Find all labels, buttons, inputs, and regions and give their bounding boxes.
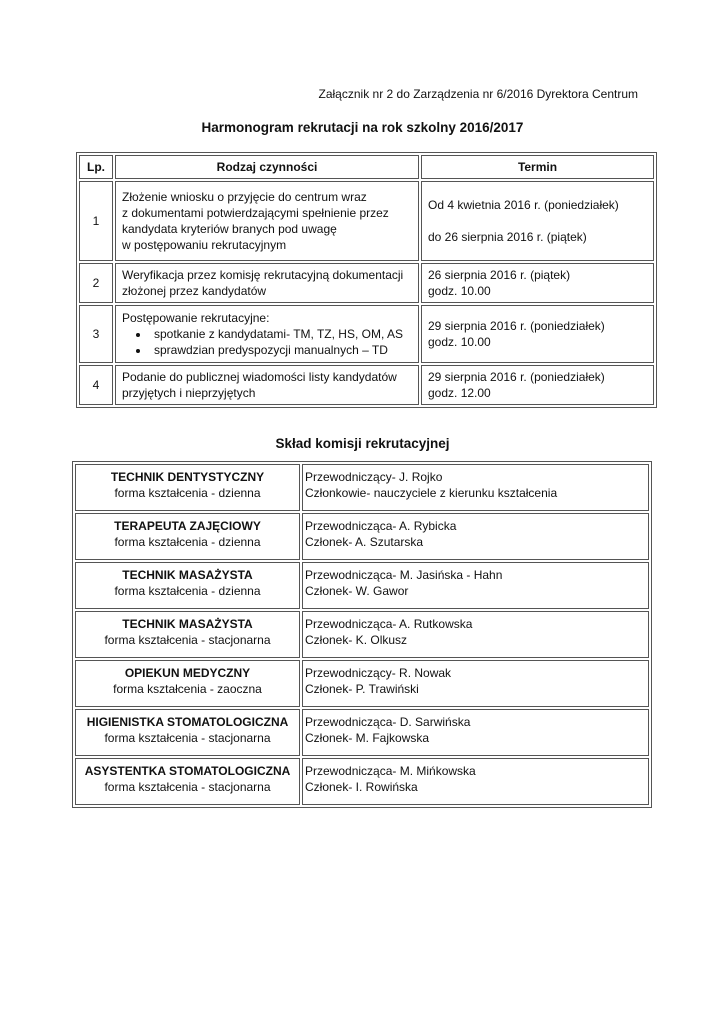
term-time: godz. 10.00 bbox=[428, 335, 491, 349]
row-number: 3 bbox=[79, 305, 113, 363]
activity-bullets bbox=[122, 326, 412, 358]
education-form: forma kształcenia - dzienna bbox=[114, 486, 261, 500]
term-time: godz. 12.00 bbox=[428, 386, 491, 400]
row-activity bbox=[115, 181, 419, 261]
annex-reference: Załącznik nr 2 do Zarządzenia nr 6/2016 Dyrektora Centrum bbox=[318, 87, 638, 101]
committee-row bbox=[75, 709, 649, 756]
members-cell bbox=[302, 758, 649, 805]
chairperson: Przewodniczący- R. Nowak bbox=[305, 666, 452, 680]
row-number: 4 bbox=[79, 365, 113, 405]
education-form: forma kształcenia - zaoczna bbox=[113, 682, 262, 696]
chairperson: Przewodniczący- J. Rojko bbox=[305, 470, 443, 484]
specialty-name: HIGIENISTKA STOMATOLOGICZNA bbox=[86, 715, 289, 729]
education-form: forma kształcenia - dzienna bbox=[114, 535, 261, 549]
members: Członkowie- nauczyciele z kierunku kształcenia bbox=[305, 486, 558, 500]
header-term: Termin bbox=[421, 155, 654, 179]
specialty-cell bbox=[75, 758, 300, 805]
committee-row bbox=[75, 513, 649, 560]
row-number: 2 bbox=[79, 263, 113, 303]
term-date: 29 sierpnia 2016 r. (poniedziałek) bbox=[428, 370, 605, 384]
schedule-row bbox=[79, 263, 654, 303]
schedule-title: Harmonogram rekrutacji na rok szkolny 2016/2017 bbox=[201, 120, 524, 135]
chairperson: Przewodnicząca- A. Rutkowska bbox=[305, 617, 473, 631]
row-term bbox=[421, 365, 654, 405]
header-activity: Rodzaj czynności bbox=[115, 155, 419, 179]
specialty-cell bbox=[75, 660, 300, 707]
activity-intro: Postępowanie rekrutacyjne: bbox=[122, 311, 270, 325]
activity-line: kandydata kryteriów branych pod uwagę bbox=[122, 222, 337, 236]
specialty-cell bbox=[75, 513, 300, 560]
committee-row bbox=[75, 464, 649, 511]
specialty-name: TECHNIK MASAŻYSTA bbox=[122, 617, 253, 631]
term-date: 26 sierpnia 2016 r. (piątek) bbox=[428, 268, 571, 282]
activity-line: z dokumentami potwierdzającymi spełnienie przez bbox=[122, 206, 389, 220]
committee-row bbox=[75, 758, 649, 805]
specialty-name: TECHNIK DENTYSTYCZNY bbox=[110, 470, 265, 484]
education-form: forma kształcenia - stacjonarna bbox=[104, 633, 271, 647]
activity-line: Złożenie wniosku o przyjęcie do centrum wraz bbox=[122, 190, 367, 204]
chairperson: Przewodnicząca- D. Sarwińska bbox=[305, 715, 471, 729]
education-form: forma kształcenia - stacjonarna bbox=[104, 780, 271, 794]
schedule-row bbox=[79, 181, 654, 261]
term-date: 29 sierpnia 2016 r. (poniedziałek) bbox=[428, 319, 605, 333]
row-term bbox=[421, 305, 654, 363]
term-time: godz. 10.00 bbox=[428, 284, 491, 298]
schedule-row bbox=[79, 365, 654, 405]
members-cell bbox=[302, 464, 649, 511]
term-end: do 26 sierpnia 2016 r. (piątek) bbox=[428, 230, 587, 244]
row-number: 1 bbox=[79, 181, 113, 261]
row-activity bbox=[115, 365, 419, 405]
specialty-name: TERAPEUTA ZAJĘCIOWY bbox=[114, 519, 261, 533]
activity-line: złożonej przez kandydatów bbox=[122, 284, 267, 298]
specialty-name: ASYSTENTKA STOMATOLOGICZNA bbox=[84, 764, 291, 778]
row-term bbox=[421, 181, 654, 261]
activity-line: w postępowaniu rekrutacyjnym bbox=[122, 238, 287, 252]
members-cell bbox=[302, 513, 649, 560]
specialty-name: OPIEKUN MEDYCZNY bbox=[124, 666, 251, 680]
committee-row bbox=[75, 660, 649, 707]
activity-line: przyjętych i nieprzyjętych bbox=[122, 386, 256, 400]
activity-line: Weryfikacja przez komisję rekrutacyjną dokumentacji bbox=[122, 268, 404, 282]
members: Członek- M. Fajkowska bbox=[305, 731, 430, 745]
bullet-item: • spotkanie z kandydatami- TM, TZ, HS, OM, AS bbox=[150, 326, 412, 342]
members: Członek- K. Olkusz bbox=[305, 633, 408, 647]
specialty-name: TECHNIK MASAŻYSTA bbox=[122, 568, 253, 582]
members: Członek- A. Szutarska bbox=[305, 535, 424, 549]
education-form: forma kształcenia - stacjonarna bbox=[104, 731, 271, 745]
members-cell bbox=[302, 709, 649, 756]
schedule-table bbox=[76, 152, 657, 408]
members-cell bbox=[302, 660, 649, 707]
activity-line: Podanie do publicznej wiadomości listy kandydatów bbox=[122, 370, 397, 384]
specialty-cell bbox=[75, 709, 300, 756]
schedule-header-row bbox=[79, 155, 654, 179]
bullet-item: • sprawdzian predyspozycji manualnych – TD bbox=[150, 342, 412, 358]
row-activity bbox=[115, 263, 419, 303]
specialty-cell bbox=[75, 464, 300, 511]
header-lp: Lp. bbox=[79, 155, 113, 179]
specialty-cell bbox=[75, 562, 300, 609]
row-activity bbox=[115, 305, 419, 363]
specialty-cell bbox=[75, 611, 300, 658]
committee-row bbox=[75, 562, 649, 609]
members-cell bbox=[302, 611, 649, 658]
members: Członek- I. Rowińska bbox=[305, 780, 418, 794]
committee-title: Skład komisji rekrutacyjnej bbox=[275, 436, 450, 451]
committee-table bbox=[72, 461, 652, 808]
members: Członek- W. Gawor bbox=[305, 584, 409, 598]
committee-row bbox=[75, 611, 649, 658]
row-term bbox=[421, 263, 654, 303]
members: Członek- P. Trawiński bbox=[305, 682, 419, 696]
members-cell bbox=[302, 562, 649, 609]
chairperson: Przewodnicząca- M. Jasińska - Hahn bbox=[305, 568, 503, 582]
chairperson: Przewodnicząca- A. Rybicka bbox=[305, 519, 457, 533]
term-start: Od 4 kwietnia 2016 r. (poniedziałek) bbox=[428, 198, 619, 212]
education-form: forma kształcenia - dzienna bbox=[114, 584, 261, 598]
chairperson: Przewodnicząca- M. Mińkowska bbox=[305, 764, 476, 778]
schedule-row bbox=[79, 305, 654, 363]
